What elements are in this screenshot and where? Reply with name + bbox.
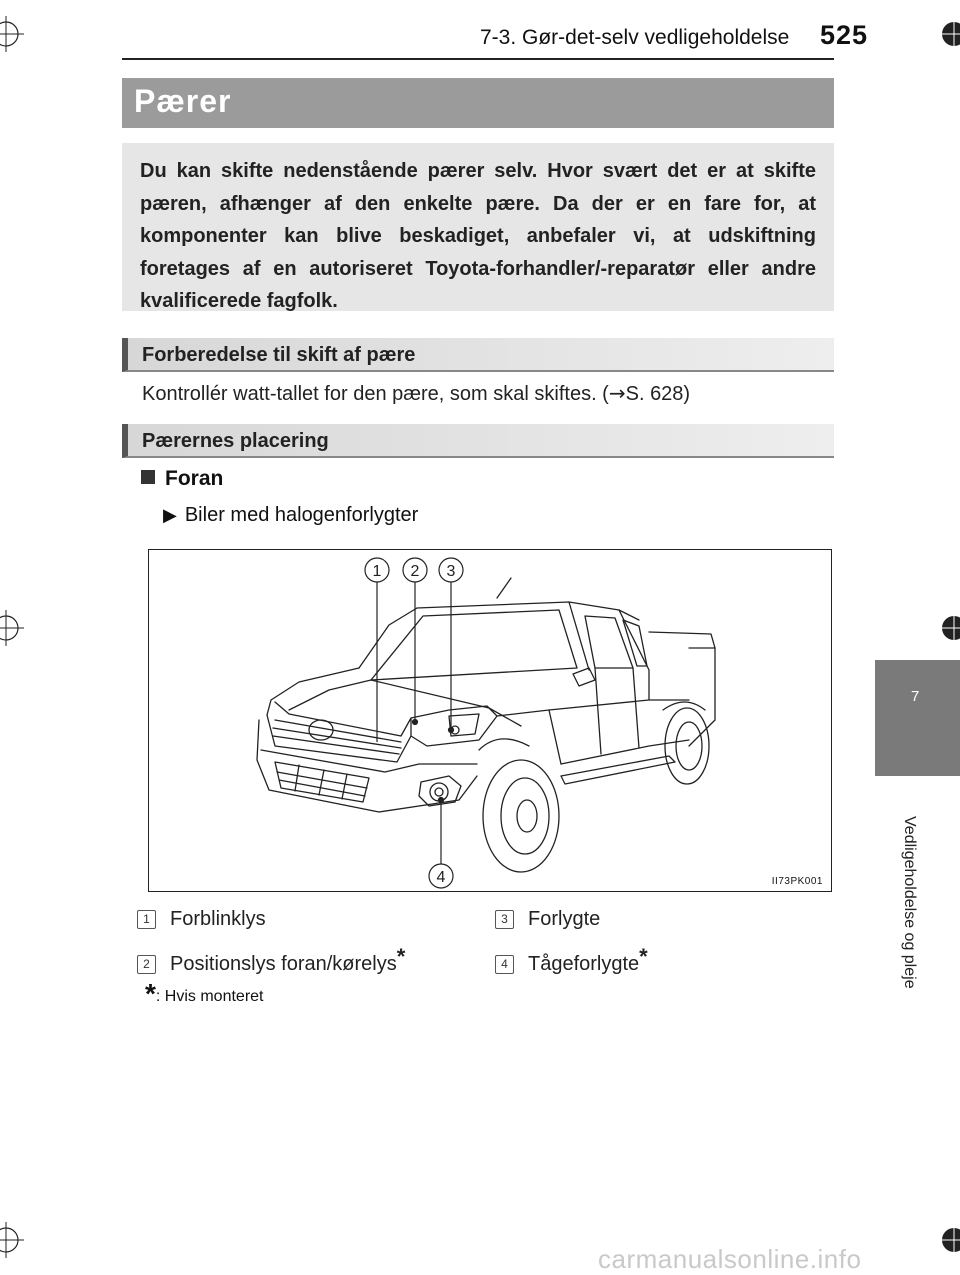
triangle-bullet-icon: ▶ <box>163 505 177 526</box>
chapter-tab[interactable] <box>875 660 960 776</box>
legend-number-badge: 1 <box>137 910 156 929</box>
halogen-subbullet-label: Biler med halogenforlygter <box>184 504 419 526</box>
registration-mark-mid-left <box>0 610 24 646</box>
legend-number-badge: 3 <box>495 910 514 929</box>
subheading-preparation-label: Forberedelse til skift af pære <box>142 344 416 366</box>
callout-2: 2 <box>410 563 420 580</box>
pickup-truck-illustration <box>149 550 832 892</box>
page-title: Pærer <box>134 83 232 119</box>
watermark: carmanualsonline.info <box>598 1244 862 1274</box>
section-header: 7-3. Gør-det-selv vedligeholdelse <box>480 26 790 49</box>
chapter-number: 7 <box>911 688 920 705</box>
registration-mark-mid-right <box>936 610 960 646</box>
arrow-ref-icon: → <box>608 381 626 405</box>
intro-text: Du kan skifte nedenstående pærer selv. Hvor svært det er at skifte pæren, afhænger af den enkelte pære. Da der er en fare for, at komponenter kan blive beskadiget, anbefaler vi, at udskiftning foretages af en autoriseret Toyota-forhandler/-reparatør eller andre kvalificerede fagfolk. <box>140 160 816 312</box>
vehicle-figure <box>148 549 832 892</box>
callout-1: 1 <box>372 563 382 580</box>
wattage-check-text-main: Kontrollér watt-tallet for den pære, som skal skiftes. ( <box>142 383 609 405</box>
legend-item-1 <box>137 908 266 931</box>
registration-mark-bottom-right <box>936 1222 960 1258</box>
footnote-text: : Hvis monteret <box>155 988 264 1005</box>
footnote <box>145 978 264 1010</box>
legend-item-3 <box>495 908 600 931</box>
wattage-check-text <box>142 381 690 406</box>
legend-label: Forlygte <box>528 908 601 930</box>
callout-3: 3 <box>446 563 456 580</box>
page-number: 525 <box>820 20 869 50</box>
front-subsection-label: Foran <box>165 467 224 490</box>
subheading-bulb-locations <box>122 424 834 458</box>
footnote-asterisk: * <box>145 978 156 1009</box>
legend-number-badge: 2 <box>137 955 156 974</box>
title-banner <box>122 78 834 128</box>
asterisk-mark: * <box>396 944 406 969</box>
subheading-bulb-locations-label: Pærernes placering <box>142 430 329 452</box>
callout-4: 4 <box>436 869 446 886</box>
page-ref-link[interactable]: S. 628) <box>625 383 691 405</box>
legend-label: Tågeforlygte <box>528 953 640 975</box>
registration-mark-top-left <box>0 16 24 52</box>
halogen-subbullet <box>163 504 418 527</box>
chapter-label: Vedligeholdelse og pleje <box>901 816 918 989</box>
legend-item-4 <box>495 944 648 976</box>
legend-number-badge: 4 <box>495 955 514 974</box>
registration-mark-top-right <box>936 16 960 52</box>
intro-box <box>122 143 834 311</box>
registration-mark-bottom-left <box>0 1222 24 1258</box>
legend-label: Positionslys foran/kørelys <box>170 953 397 975</box>
square-bullet-icon <box>141 470 155 484</box>
subheading-preparation <box>122 338 834 372</box>
header-divider <box>122 58 834 60</box>
asterisk-mark: * <box>639 944 648 969</box>
legend-item-2 <box>137 944 405 976</box>
front-subsection <box>141 467 223 491</box>
figure-code: II73PK001 <box>771 876 823 887</box>
legend-label: Forblinklys <box>170 908 266 930</box>
